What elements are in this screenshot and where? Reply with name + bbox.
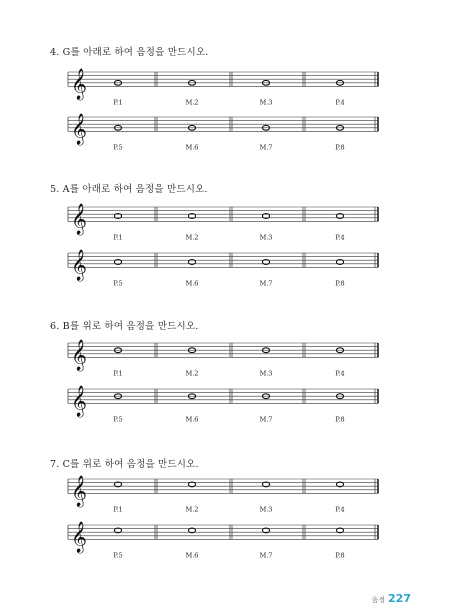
exercise-5-title: 5. A를 아래로 하여 음정을 만드시오. — [50, 184, 208, 195]
interval-label: M.2 — [185, 233, 199, 242]
interval-label: M.2 — [185, 98, 199, 107]
interval-label: M.6 — [185, 551, 199, 560]
interval-label: P.4 — [335, 98, 345, 107]
interval-label: M.6 — [185, 279, 199, 288]
interval-label: P.5 — [113, 279, 123, 288]
interval-label: P.1 — [113, 98, 123, 107]
interval-label: P.5 — [113, 551, 123, 560]
treble-clef-icon: 𝄞 — [71, 203, 87, 235]
exercise-6-title: 6. B를 위로 하여 음정을 만드시오. — [50, 321, 199, 332]
interval-label: M.7 — [259, 143, 273, 152]
interval-label: P.1 — [113, 505, 123, 514]
page-number: 227 — [388, 592, 411, 605]
interval-label: P.5 — [113, 143, 123, 152]
treble-clef-icon: 𝄞 — [71, 521, 87, 553]
interval-label: P.4 — [335, 505, 345, 514]
treble-clef-icon: 𝄞 — [71, 339, 87, 371]
interval-label: M.2 — [185, 369, 199, 378]
treble-clef-icon: 𝄞 — [71, 68, 87, 100]
interval-label: P.4 — [335, 233, 345, 242]
interval-label: P.1 — [113, 369, 123, 378]
interval-label: M.7 — [259, 415, 273, 424]
interval-label: P.8 — [335, 279, 345, 288]
treble-clef-icon: 𝄞 — [71, 249, 87, 281]
treble-clef-icon: 𝄞 — [71, 385, 87, 417]
interval-label: P.8 — [335, 415, 345, 424]
staff-row — [68, 520, 378, 559]
interval-label: M.7 — [259, 279, 273, 288]
exercise-4-title: 4. G를 아래로 하여 음정을 만드시오. — [50, 47, 209, 58]
page-footer — [372, 587, 412, 606]
staff-row — [68, 474, 378, 513]
interval-label: M.3 — [259, 369, 273, 378]
interval-label: M.2 — [185, 505, 199, 514]
interval-label: P.8 — [335, 551, 345, 560]
interval-label: M.3 — [259, 505, 273, 514]
interval-label: P.8 — [335, 143, 345, 152]
exercise-7-title: 7. C를 위로 하여 음정을 만드시오. — [50, 459, 199, 470]
interval-label: M.3 — [259, 98, 273, 107]
interval-label: P.5 — [113, 415, 123, 424]
treble-clef-icon: 𝄞 — [71, 475, 87, 507]
interval-label: M.7 — [259, 551, 273, 560]
interval-label: M.6 — [185, 143, 199, 152]
interval-label: M.3 — [259, 233, 273, 242]
interval-label: P.1 — [113, 233, 123, 242]
treble-clef-icon: 𝄞 — [71, 113, 87, 145]
interval-label: P.4 — [335, 369, 345, 378]
interval-label: M.6 — [185, 415, 199, 424]
chapter-label: 음정 — [371, 596, 386, 604]
